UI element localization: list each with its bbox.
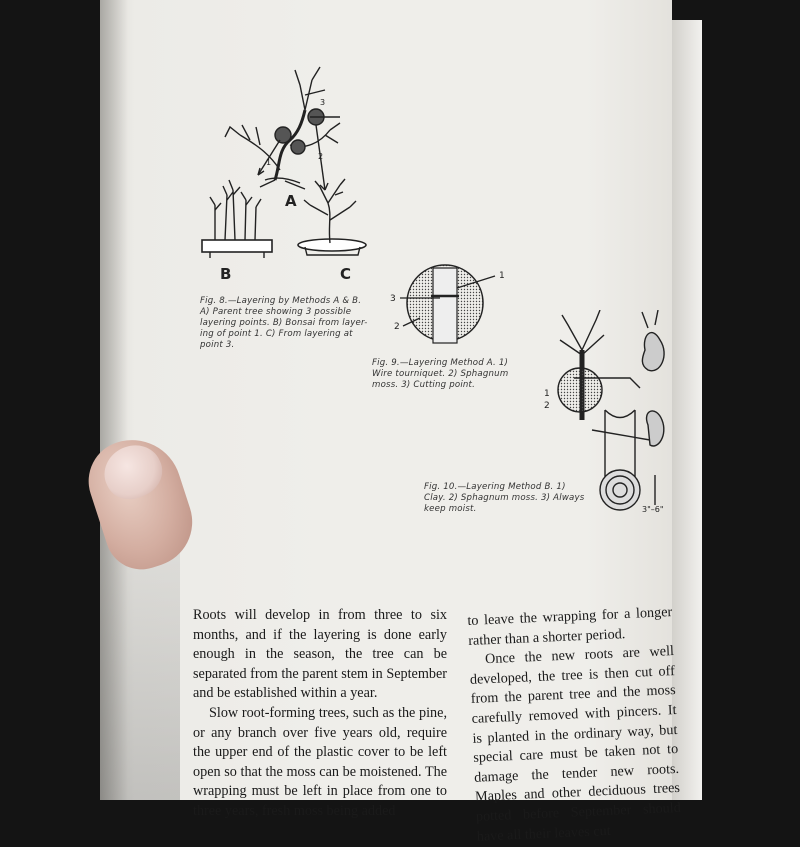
- fig9-caption-line: moss. 3) Cutting point.: [372, 380, 476, 390]
- fig8-caption-line: Fig. 8.—Layering by Methods A & B.: [200, 296, 362, 306]
- figure-9-caption: [372, 358, 532, 391]
- fig8-caption-line: point 3.: [200, 340, 235, 350]
- fig9-num-1: 1: [499, 271, 505, 281]
- right-paragraph-1: to leave the wrapping for a longer rather than a shorter period.: [467, 604, 673, 649]
- figure-8-caption: [200, 296, 370, 351]
- left-paragraph-2: Slow root-forming trees, such as the pine, or any branch over five years old, require the upper end of the plastic cover to be left open so that the moss can be moistened. The wrapping must be left in place from one to three years, fresh moss being added: [193, 704, 447, 819]
- fig10-caption-line: Clay. 2) Sphagnum moss. 3) Always: [424, 493, 585, 503]
- fig8-label-b: B: [220, 265, 232, 283]
- fig10-caption-line: Fig. 10.—Layering Method B. 1): [424, 482, 566, 492]
- page-stack-edge: [672, 20, 702, 800]
- fig10-num-2: 2: [544, 401, 550, 411]
- fig9-num-2: 2: [394, 322, 400, 332]
- fig8-point-3: 3: [320, 98, 326, 107]
- fig8-label-c: C: [340, 265, 352, 283]
- figure-9-illustration: [385, 258, 525, 358]
- fig8-label-a: A: [285, 192, 297, 210]
- body-text-left-column: [193, 606, 447, 822]
- fig8-point-1: 1: [266, 158, 272, 167]
- fig10-num-1: 1: [544, 389, 550, 399]
- figure-8-illustration: [180, 55, 380, 285]
- fig10-caption-line: keep moist.: [424, 504, 477, 514]
- fig8-point-2: 2: [318, 152, 324, 161]
- fig8-caption-line: A) Parent tree showing 3 possible: [200, 307, 352, 317]
- fig8-caption-line: layering points. B) Bonsai from layer-: [200, 318, 368, 328]
- figure-10-caption: [424, 482, 604, 515]
- body-text-right-column: [467, 603, 682, 847]
- fig9-num-3: 3: [390, 294, 396, 304]
- fig9-caption-line: Fig. 9.—Layering Method A. 1): [372, 358, 509, 368]
- fig10-dimension: 3"–6": [642, 505, 664, 514]
- fig8-caption-line: ing of point 1. C) From layering at: [200, 329, 353, 339]
- fig9-caption-line: Wire tourniquet. 2) Sphagnum: [372, 369, 509, 379]
- right-paragraph-2: Once the new roots are well developed, the tree is then cut off from the parent tree and the moss carefully removed with pincers. It is planted in the ordinary way, but special care must be taken not to damage the tender new roots. Maples and other deciduous trees potted before September should have all their leaves cut: [469, 643, 682, 845]
- left-paragraph-1: Roots will develop in from three to six months, and if the layering is done early enough in the season, the tree can be separated from the parent stem in September and be established within a year.: [193, 607, 447, 702]
